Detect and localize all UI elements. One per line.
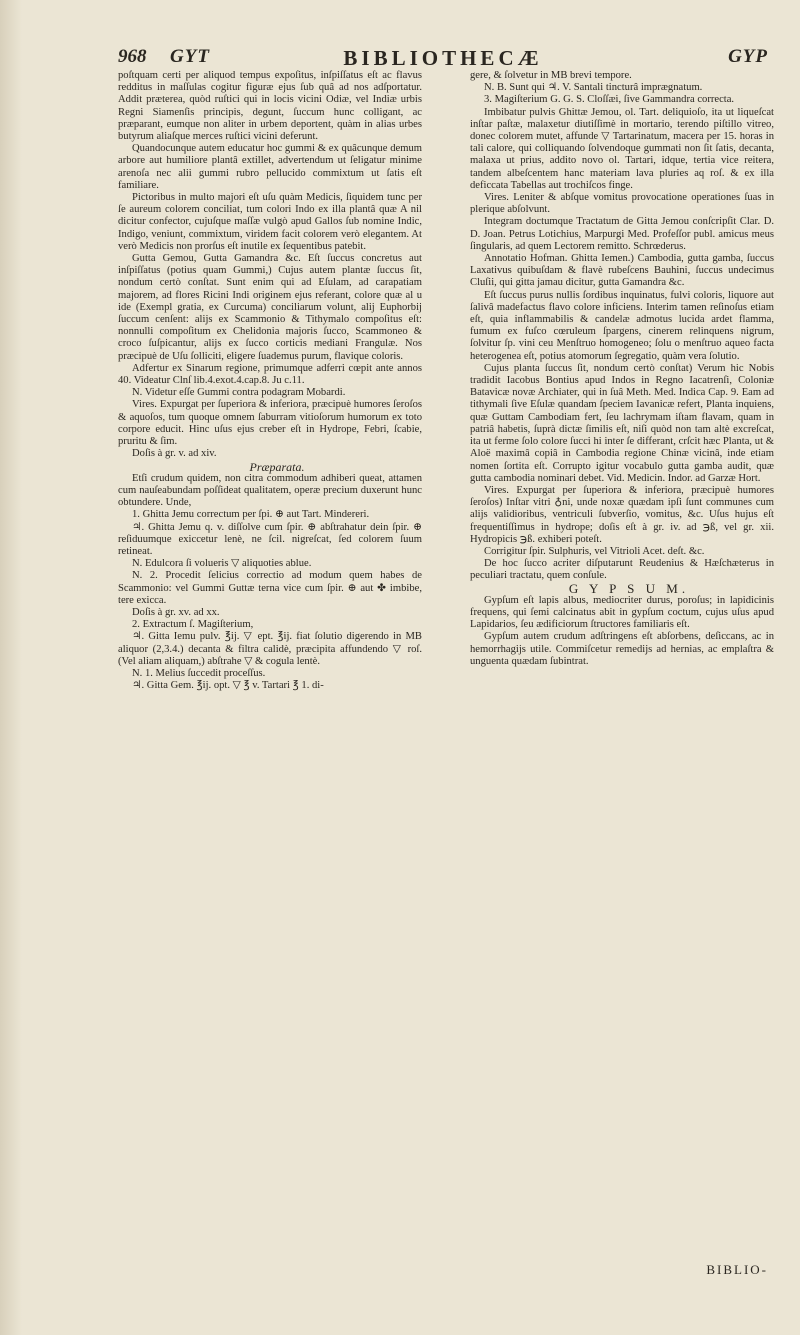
right-text-column	[470, 70, 774, 1320]
paragraph: Præparata.	[249, 459, 305, 474]
paragraph: N. 2. Procedit ſelicius correctio ad modum quem habes de Scammonio: vel Gummi Guttæ terna vice cum ſpir. ⊕ aut ✤ imbibe, tere exicca.	[118, 570, 422, 606]
paragraph: Corrigitur ſpir. Sulphuris, vel Vitrioli Acet. deſt. &c.	[484, 545, 705, 557]
paragraph: G Y P S U M.	[568, 580, 690, 596]
paragraph: De hoc ſucco acriter diſputarunt Reudenius & Hæſchæterus in peculiari tractatu, quem conſule.	[470, 558, 774, 582]
paragraph: Vires. Leniter & abſque vomitus provocatione operationes ſuas in plerique abſolvunt.	[470, 192, 774, 216]
paragraph: Integram doctumque Tractatum de Gitta Jemou conſcripſit Clar. D. D. Joan. Petrus Lotichius, Marpurgi Med. Profeſſor publ. amicus meus ſingularis, ad quem Lectorem remitto. Schrœderus.	[470, 216, 774, 252]
running-head-left: GYT	[170, 46, 210, 67]
paragraph: Eſt ſuccus purus nullis ſordibus inquinatus, fulvi coloris, liquore aut ſalivâ madefactus flavo colore inficiens. Interim tamen reſinoſus etiam eſt, quia inflammabilis & candelæ admotus lucida ardet flamma, fumum ex fuſco cœruleum ſpargens, cinerem relinquens nigrum, ſolvitur ſp. vini ceu Menſtruo homogeneo; ſolu o menſtruo aqueo facta heterogenea eſt, potius atomorum ſegregatio, quàm vera ſolutio.	[470, 289, 774, 362]
paragraph: Imbibatur pulvis Ghittæ Jemou, ol. Tart. deliquioſo, ita ut liqueſcat inſtar paſtæ, malaxetur diutiſſimè in mortario, terendo piſtillo vitreo, donec colorem mutet, affunde ▽ Tartarinatum, macera per 15. horas in tali calore, qui colliquando ſolvendoque gummati non ſit ſatis, decanta, malaxa ut prius, addito novo ol. Tartari, idque, tertia vice reitera, tandem albeſcentem hanc materiam lava pluries aq roſ. & ex illa deficcata Tabellas aut trochiſcos finge.	[470, 106, 774, 191]
running-head-right: GYP	[728, 46, 768, 67]
paragraph: Annotatio Hofman. Ghitta Iemen.) Cambodia, gutta gamba, ſuccus Laxativus quibuſdam & flavè rubeſcens Bauhini, ſuccus undecimus Cluſii, qui gitta jamau dicitur, gutta Gamandra &c.	[470, 253, 774, 289]
paragraph: N. Edulcora ſi volueris ▽ aliquoties ablue.	[132, 558, 312, 570]
paragraph: Vires. Expurgat per ſuperiora & inferiora, præcipuè humores ſeroſos & aquoſos, tum quoque omnem ſaburram vitioſorum humorum ex toto corpore educit. Hinc uſus ejus creber eſt in Hydrope, Febri, ſcabie, pruritu & ſim.	[118, 399, 422, 448]
paragraph: N. 1. Melius ſuccedit proceſſus.	[132, 667, 266, 679]
paragraph: ♃. Gitta Gem. ℥ij. opt. ▽ ℥ v. Tartari ℥ 1. di-	[132, 680, 324, 692]
running-header	[118, 46, 768, 72]
paragraph: Gutta Gemou, Gutta Gamandra &c. Eſt ſuccus concretus aut inſpiſſatus (potius quam Gummi,) Cujus autem plantæ ſuccus ſit, nondum certò conſtat. Sunt enim qui ad Eſulam, ad carapatiam majorem, ad flores Ricini Indi originem ejus referant, colore quæ al u ide (Exempl gratia, ex Curcuma) conciliarum volunt, alij Euphorbij ſuccum cenſent: alijs ex Scammonio & Tithymalo compoſitus eſt: nonnulli compoſitum ex Chelidonia majoris ſucco, Scammoneo & croco ſuſpicantur, alijs ex ſucco corticis mediani Frangulæ. Nos præcipuè de Uſu ſolliciti, eligere ſuademus purum, flavique coloris.	[118, 253, 422, 362]
paragraph: poſtquam certi per aliquod tempus expoſitus, inſpiſſatus eſt ac flavus redditus in maſſulas cogitur figuræ ejus ſub quâ ad nos adſportatur. Addit præterea, quòd ruſtici qui in locis vicini Odiæ, vel Indiæ urbis Regni Siamenſis principis, degunt, ſuccum hunc colligant, ac præparant, eumque non aliter in urbem deportent, quàm in alias urbes butyrum aliaſque merces ruſtici vicini deferunt.	[118, 70, 422, 143]
paragraph: Quandocunque autem educatur hoc gummi & ex quâcunque demum arbore aut humiliore plantâ extillet, advertendum ut ſeligatur minime arenoſa nec alii gummi rubro pellucido commixtum ut ſatis eſt familiare.	[118, 143, 422, 191]
running-title: BIBLIOTHECÆ	[343, 46, 543, 70]
left-text-column	[118, 70, 422, 1320]
paragraph: N. B. Sunt qui ♃. V. Santali tincturâ imprægnatum.	[484, 82, 703, 94]
paragraph: 1. Ghitta Jemu correctum per ſpi. ⊕ aut Tart. Mindereri.	[132, 509, 370, 521]
paragraph: 3. Magiſterium G. G. S. Cloſſæi, ſive Gammandra correcta.	[484, 94, 735, 106]
paragraph: Etſi crudum quidem, non citra commodum adhiberi queat, attamen cum nauſeabundam poſſideat qualitatem, operæ precium duxerunt hunc obtundere. Unde,	[118, 472, 422, 509]
paragraph: Vires. Expurgat per ſuperiora & inferiora, præcipuè humores ſeroſos) Inſtar vitri ♁ni, unde noxæ quædam ipſi ſunt communes cum alijs validioribus, ventriculi ſubverſio, vomitus, &c. Uſus hujus eſt frequentiſſimus in hydrope; doſis eſt à gr. iv. ad ℈ß, vel gr. xii. Hydropicis ℈ß. exhiberi poteſt.	[470, 484, 774, 545]
page-number: 968	[118, 46, 147, 67]
paragraph: gere, & ſolvetur in MB brevi tempore.	[470, 70, 632, 81]
paragraph: Gypſum autem crudum adſtringens eſt abſorbens, deſiccans, ac in hemorrhagijs utile. Commiſcetur remedijs ad hernias, ac emplaſtra & unguenta quædam ſubintrat.	[470, 631, 774, 667]
paragraph: Gypſum eſt lapis albus, mediocriter durus, poroſus; in lapidicinis frequens, qui ſemi calcinatus abit in gypſum coctum, cujus uſus apud Lapidarios, ſeu ædificiorum ſtructores familiaris eſt.	[470, 594, 774, 631]
paragraph: Adfertur ex Sinarum regione, primumque adferri cœpit ante annos 40. Videatur Clnſ lib.4.exot.4.cap.8. Ju c.11.	[118, 362, 422, 387]
paragraph: Doſis à gr. v. ad xiv.	[132, 448, 217, 460]
page-edge-shadow	[0, 0, 22, 1335]
paragraph: 2. Extractum ſ. Magiſterium,	[132, 619, 254, 631]
paragraph: Cujus planta ſuccus ſit, nondum certò conſtat) Verum hic Nobis tradidit Iacobus Bontius apud Indos in Regno Iacatrenſi, Coloniæ Batavicæ novæ Archiater, qui in ſuâ Meth. Med. Indica Cap. 9. Eam ad tithymali ſive Eſulæ quandam ſpeciem Iavanicæ refert, Planta inquiens, quæ Guttam Cambodiam fert, ſeu lachrymam iſtam flavam, quam in patriâ habetis, ſuprà dictæ ſimilis eſt, niſi quòd non tam altè excreſcat, ita ut ferme ſolo colore ſucci hi inter ſe differant, crſcit hæc Planta, ut & Aloë maximâ copiâ in Cambodia regione Chinæ vicinâ, inde etiam nomen ſortita eſt. Corrupto igitur vocabulo gutta gamba audit, quæ gutta cambodia nominari debet. Vid. Medicin. Indor. ad Garzæ Hort.	[470, 362, 774, 484]
catchword: BIBLIO-	[706, 1262, 768, 1277]
paragraph: Pictoribus in multo majori eſt uſu quàm Medicis, ſiquidem tunc per ſe aureum colorem conciliat, tum colori Indo ex illa plantâ quæ A nil dicitur confector, cujuſque maſſæ vulgò apud Gallos ſub nomine Indic, Indigo, veniunt, commixtum, viridem facit colorem verò elegantem. At verò Medicis non prorſus eſt inutile ex ſequentibus patebit.	[118, 192, 422, 252]
paragraph: N. Videtur eſſe Gummi contra podagram Mobardi.	[132, 387, 346, 399]
paragraph: Doſis à gr. xv. ad xx.	[132, 606, 220, 618]
paragraph: ♃. Ghitta Jemu q. v. diſſolve cum ſpir. ⊕ abſtrahatur dein ſpir. ⊕ reſiduumque exiccetur lenè, ne ſcil. nigreſcat, ſed colorem ſuum retineat.	[118, 521, 422, 557]
paragraph: ♃. Gitta Iemu pulv. ℥ij. ▽ ept. ℥ij. fiat ſolutio digerendo in MB aliquor (2,3.4.) decanta & filtra calidè, præcipita affundendo ▽ roſ. (Vel aliam aliquam,) abſtrahe ▽ & cogula lentè.	[118, 631, 422, 667]
